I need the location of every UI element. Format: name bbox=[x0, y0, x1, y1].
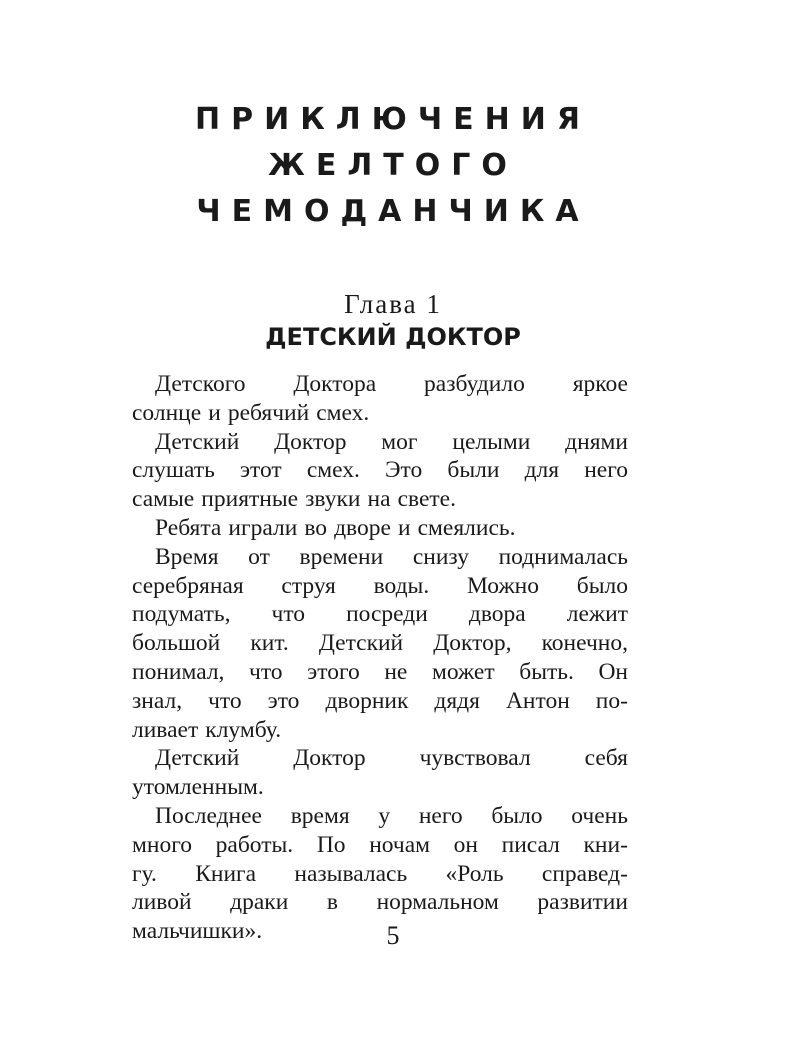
chapter-number: Глава 1 bbox=[344, 289, 442, 319]
text-line: Детский Доктор чувствовал себя bbox=[155, 745, 628, 772]
page-number: 5 bbox=[386, 921, 400, 950]
chapter-title: ДЕТСКИЙ ДОКТОР bbox=[265, 323, 521, 351]
book-title-line-2: ЖЕЛТОГО bbox=[268, 148, 518, 183]
text-line: утомленным. bbox=[132, 774, 264, 801]
text-line: большой кит. Детский Доктор, конечно, bbox=[132, 630, 628, 657]
text-line: самые приятные звуки на свете. bbox=[132, 486, 456, 513]
book-title-line-3: ЧЕМОДАНЧИКА bbox=[196, 194, 590, 229]
text-line: много работы. По ночам он писал кни- bbox=[132, 831, 628, 858]
text-line: солнце и ребячий смех. bbox=[132, 399, 370, 426]
text-line: Последнее время у него было очень bbox=[155, 802, 628, 829]
text-line: ливает клумбу. bbox=[132, 716, 282, 743]
text-line: мальчишки». bbox=[132, 918, 263, 945]
text-line: серебряная струя воды. Можно было bbox=[132, 572, 628, 599]
text-line: гу. Книга называлась «Роль справед- bbox=[132, 860, 628, 887]
book-title bbox=[0, 97, 786, 235]
book-title-line-1: ПРИКЛЮЧЕНИЯ bbox=[195, 102, 591, 137]
text-line: слушать этот смех. Это были для него bbox=[132, 457, 628, 484]
text-line: Время от времени снизу поднималась bbox=[155, 543, 628, 570]
text-line: понимал, что этого не может быть. Он bbox=[132, 658, 628, 685]
text-line: Детский Доктор мог целыми днями bbox=[155, 428, 628, 455]
text-line: Ребята играли во дворе и смеялись. bbox=[155, 514, 516, 541]
text-line: знал, что это дворник дядя Антон по- bbox=[132, 687, 628, 714]
text-line: Детского Доктора разбудило яркое bbox=[155, 371, 628, 397]
text-line: подумать, что посреди двора лежит bbox=[132, 601, 628, 628]
text-line: ливой драки в нормальном развитии bbox=[132, 889, 628, 916]
chapter-body-text bbox=[132, 370, 628, 946]
